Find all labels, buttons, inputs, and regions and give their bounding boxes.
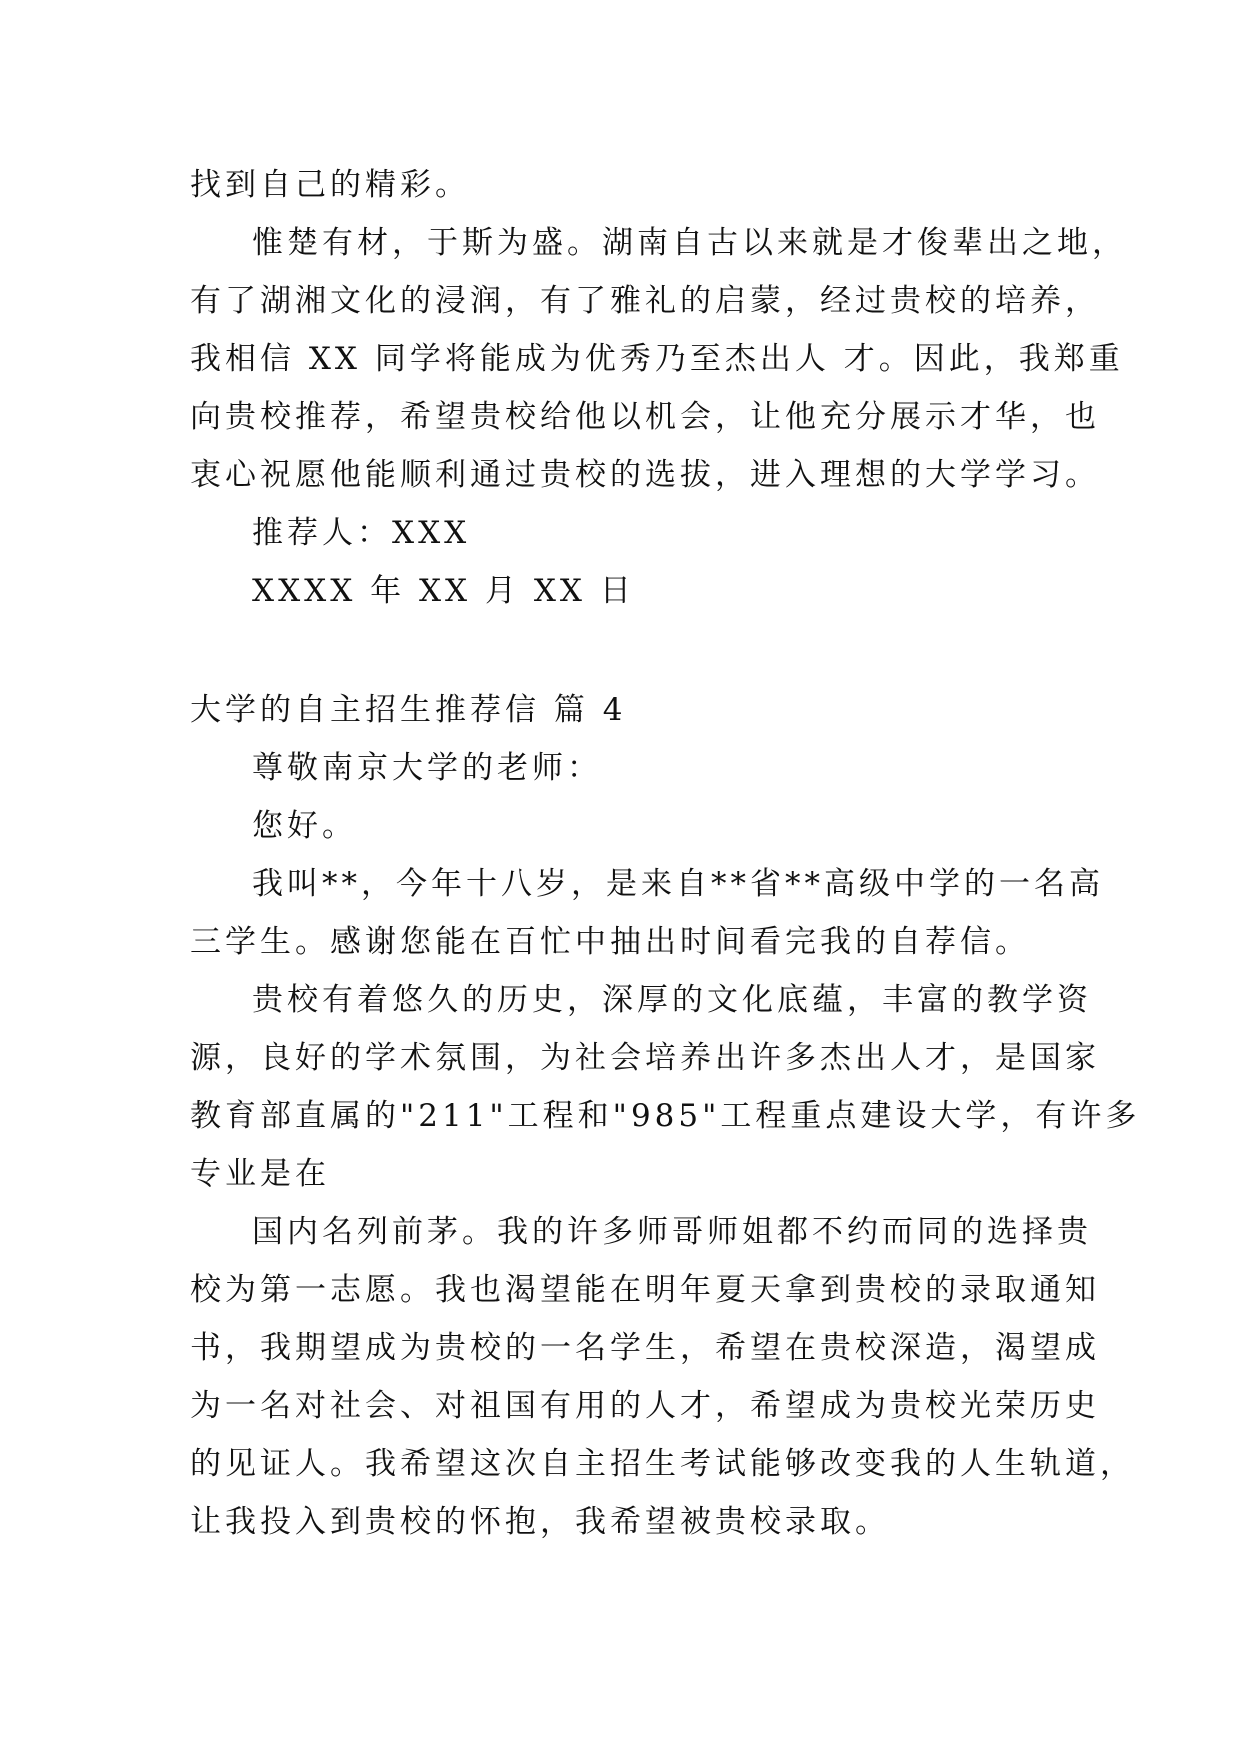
text-line: 国内名列前茅。我的许多师哥师姐都不约而同的选择贵: [252, 1214, 1092, 1250]
text-line: 书，我期望成为贵校的一名学生，希望在贵校深造，渴望成: [190, 1330, 1100, 1366]
text-line: 我相信 XX 同学将能成为优秀乃至杰出人 才。因此，我郑重: [190, 341, 1124, 377]
text-line: 让我投入到贵校的怀抱，我希望被贵校录取。: [190, 1504, 890, 1540]
text-line: 校为第一志愿。我也渴望能在明年夏天拿到贵校的录取通知: [190, 1272, 1100, 1308]
text-line: 贵校有着悠久的历史，深厚的文化底蕴，丰富的教学资: [252, 982, 1092, 1018]
text-line: 为一名对社会、对祖国有用的人才，希望成为贵校光荣历史: [190, 1388, 1100, 1424]
date-line: XXXX 年 XX 月 XX 日: [252, 573, 635, 609]
signature-line: 推荐人：XXX: [252, 515, 471, 551]
text-line: 源，良好的学术氛围，为社会培养出许多杰出人才，是国家: [190, 1040, 1100, 1076]
greeting-line: 您好。: [252, 808, 357, 844]
text-line: 惟楚有材，于斯为盛。湖南自古以来就是才俊辈出之地，: [252, 225, 1127, 261]
text-line: 的见证人。我希望这次自主招生考试能够改变我的人生轨道，: [190, 1446, 1135, 1482]
text-line: 教育部直属的"211"工程和"985"工程重点建设大学，有许多: [190, 1098, 1141, 1134]
text-line: 找到自己的精彩。: [190, 167, 470, 203]
text-line: 三学生。感谢您能在百忙中抽出时间看完我的自荐信。: [190, 924, 1030, 960]
text-line: 有了湖湘文化的浸润，有了雅礼的启蒙，经过贵校的培养，: [190, 283, 1100, 319]
salutation-line: 尊敬南京大学的老师：: [252, 750, 602, 786]
text-line: 我叫**，今年十八岁，是来自**省**高级中学的一名高: [252, 866, 1104, 902]
text-line: 衷心祝愿他能顺利通过贵校的选拔，进入理想的大学学习。: [190, 457, 1100, 493]
section-heading: 大学的自主招生推荐信 篇 4: [190, 692, 627, 728]
text-line: 专业是在: [190, 1156, 330, 1192]
text-line: 向贵校推荐，希望贵校给他以机会，让他充分展示才华，也: [190, 399, 1100, 435]
